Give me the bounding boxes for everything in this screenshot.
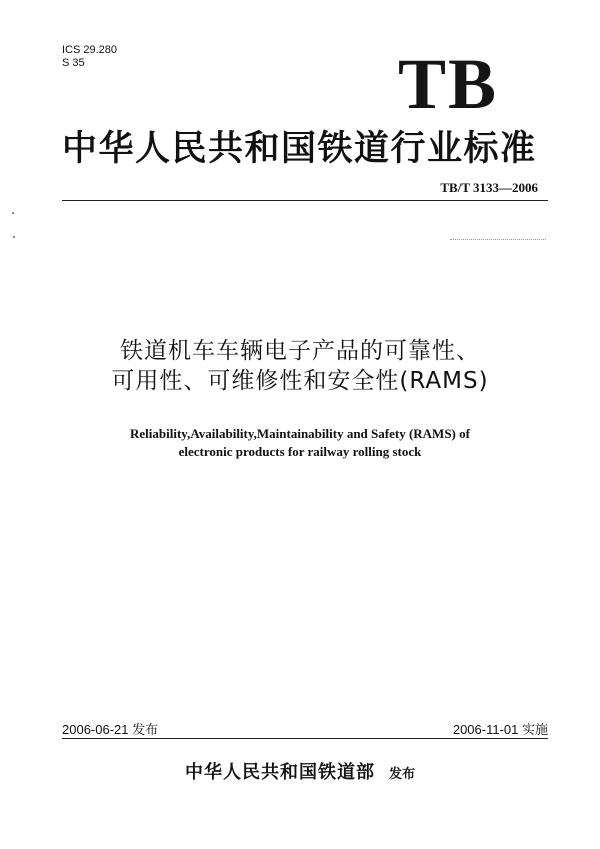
title-cn-line-2: 可用性、可维修性和安全性(RAMS) bbox=[111, 368, 489, 394]
issuer-suffix: 发布 bbox=[388, 767, 415, 782]
publication-date: 2006-06-21 发布 bbox=[62, 722, 159, 737]
classification-codes bbox=[62, 44, 117, 70]
tb-logo: TB bbox=[398, 44, 499, 124]
ics-code: ICS 29.280 bbox=[62, 44, 118, 56]
header-divider bbox=[62, 200, 548, 201]
org-title: 中华人民共和国铁道行业标准 bbox=[62, 129, 537, 169]
footer-divider bbox=[62, 738, 548, 739]
scan-speck bbox=[13, 236, 15, 238]
title-cn-line-1: 铁道机车车辆电子产品的可靠性、 bbox=[120, 338, 480, 364]
scan-speck bbox=[12, 212, 14, 214]
issuer-name: 中华人民共和国铁道部 bbox=[184, 762, 375, 783]
standard-number: TB/T 3133—2006 bbox=[440, 180, 538, 195]
title-en-line-2: electronic products for railway rolling stock bbox=[178, 444, 422, 459]
implementation-date: 2006-11-01 实施 bbox=[452, 722, 548, 737]
dotted-divider bbox=[450, 239, 546, 240]
issuer-line bbox=[0, 758, 600, 784]
ccs-code: S 35 bbox=[62, 57, 85, 69]
title-en-line-1: Reliability,Availability,Maintainability and Safety (RAMS) of bbox=[130, 426, 470, 441]
document-title-english bbox=[0, 425, 600, 461]
document-title-chinese bbox=[0, 336, 600, 396]
